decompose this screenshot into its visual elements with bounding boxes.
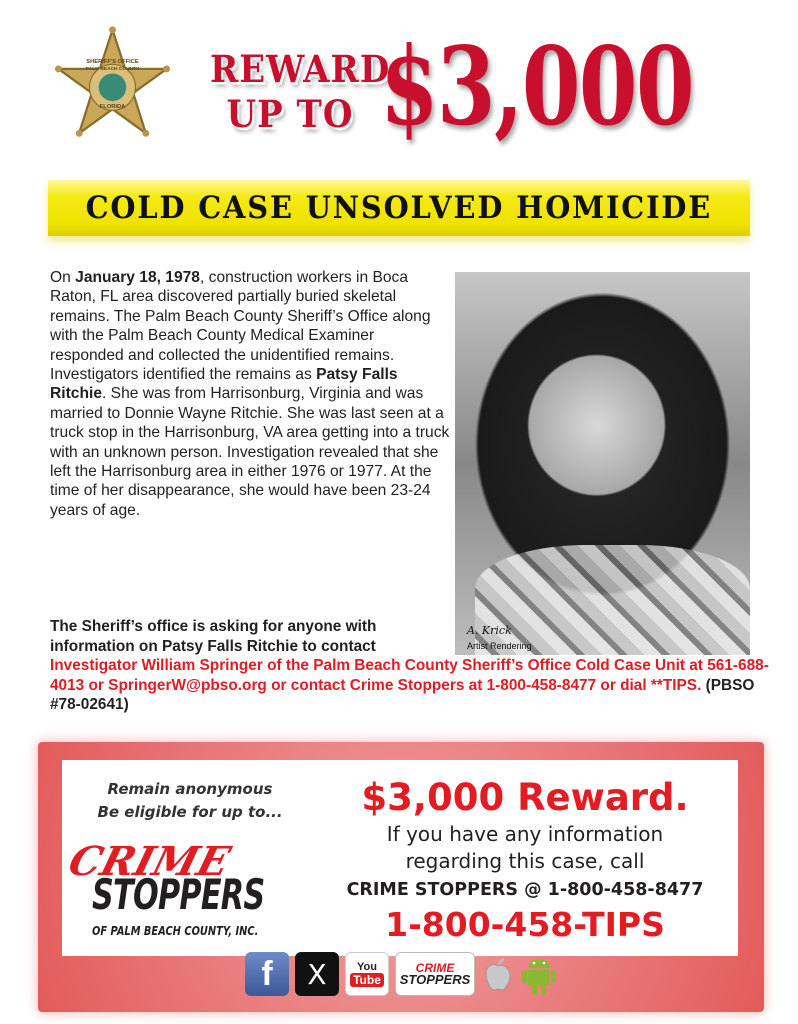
- case-number: (PBSO #78-02641): [50, 676, 755, 714]
- artist-caption: Artist Rendering: [467, 641, 532, 651]
- youtube-you: You: [357, 961, 377, 973]
- request-text: The Sheriff’s office is asking for anyone with information on Patsy Falls Ritchie to contact: [50, 618, 377, 655]
- badge-text-office: SHERIFF'S OFFICE: [86, 59, 139, 66]
- anon-line: Be eligible for up to...: [97, 803, 283, 821]
- up-to-label: UP TO: [226, 93, 354, 137]
- victim-portrait: [455, 272, 750, 655]
- logo-stoppers: STOPPERS: [92, 870, 265, 919]
- app-stoppers: STOPPERS: [399, 972, 471, 987]
- reward-label: REWARD: [210, 48, 391, 92]
- info-line: If you have any information: [386, 822, 664, 846]
- victim-name: Patsy Falls Ritchie: [50, 366, 398, 403]
- phone-line: CRIME STOPPERS @ 1-800-458-8477: [346, 880, 704, 900]
- crime-stoppers-app-icon[interactable]: [395, 952, 475, 996]
- text: , construction workers in Boca Raton, FL area discovered partially buried skeletal remains. The Palm Beach County Sheriff’s Office along with the Palm Beach County Medical Examiner responded and collected the unidentified remains. Investigators identified the remains as: [50, 269, 431, 384]
- facebook-icon[interactable]: [245, 952, 289, 996]
- tips-line: 1-800-458-TIPS: [385, 905, 665, 944]
- contact-request: [50, 617, 770, 715]
- badge-text-state: FLORIDA: [99, 104, 126, 111]
- contact-info: Investigator William Springer of the Palm Beach County Sheriff’s Office Cold Case Unit at 561-688-4013 or SpringerW@pbso.org or contact Crime Stoppers at 1-800-458-8477 or dial **TIPS.: [50, 657, 769, 694]
- info-line: regarding this case, call: [405, 849, 645, 873]
- banner-title: COLD CASE UNSOLVED HOMICIDE: [85, 190, 713, 226]
- facebook-glyph: f: [261, 954, 273, 993]
- x-icon[interactable]: [295, 952, 339, 996]
- app-crime: CRIME: [415, 961, 455, 975]
- discovery-date: January 18, 1978: [75, 269, 200, 286]
- logo-subtitle: OF PALM BEACH COUNTY, INC.: [92, 924, 259, 938]
- cold-case-banner: [48, 180, 750, 236]
- apple-icon[interactable]: [481, 952, 515, 996]
- x-glyph: X: [307, 957, 327, 991]
- text: . She was from Harrisonburg, Virginia and was married to Donnie Wayne Ritchie. She was last seen at a truck stop in the Harrisonburg, VA area getting into a truck with an unknown person. Investigation revealed that she left the Harrisonburg area in either 1976 or 1977. At the time of her disappearance, she would have been 23-24 years of age.: [50, 385, 450, 519]
- reward-heading: $3,000 Reward.: [361, 776, 689, 819]
- artist-signature: A. Krick: [467, 624, 512, 637]
- youtube-icon[interactable]: [345, 952, 389, 996]
- android-icon[interactable]: [521, 952, 557, 996]
- text: On: [50, 269, 76, 286]
- case-description: [50, 268, 450, 520]
- logo-crime: CRIME: [63, 838, 235, 885]
- social-icons: [245, 952, 557, 996]
- sheriff-badge-icon: [55, 25, 170, 145]
- reward-amount: $3,000: [380, 24, 694, 150]
- anonymous-note: [80, 778, 300, 824]
- badge-text-county: PALM BEACH COUNTY: [85, 67, 140, 73]
- crime-stoppers-logo: [63, 838, 305, 946]
- reward-info: [315, 775, 735, 945]
- youtube-tube: Tube: [350, 973, 384, 987]
- anon-line: Remain anonymous: [107, 780, 273, 798]
